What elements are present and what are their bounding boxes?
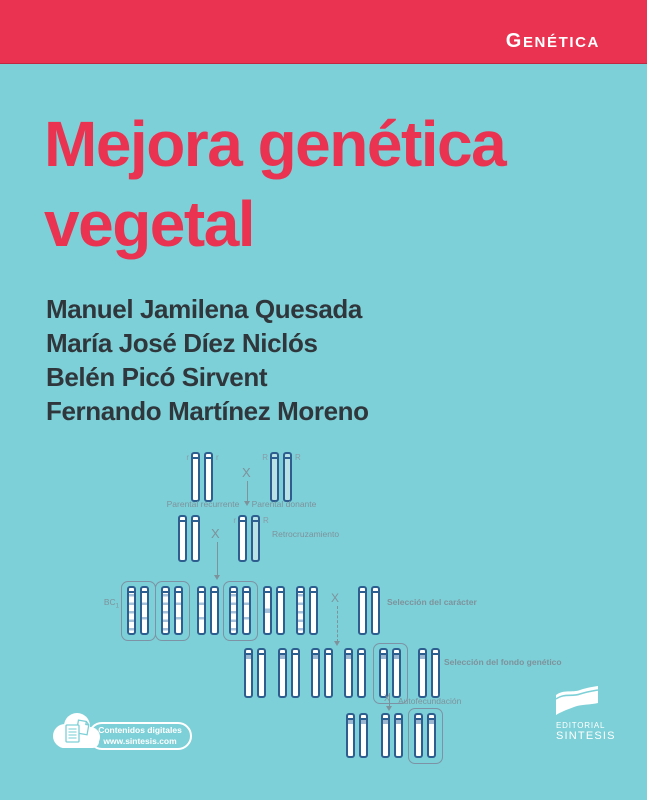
author-name: Fernando Martínez Moreno [46, 396, 369, 426]
chromosome [283, 452, 292, 502]
allele-label: R [263, 516, 269, 525]
chromosome-pair-box [121, 581, 156, 641]
arrow-head [386, 706, 392, 711]
author-name: Belén Picó Sirvent [46, 362, 268, 392]
cross-symbol: X [242, 465, 251, 480]
arrow-line [389, 693, 390, 707]
publisher-logo [556, 686, 616, 742]
chromosome [278, 648, 287, 698]
chromosome [394, 713, 403, 758]
chromosome [251, 515, 260, 562]
chromosome [344, 648, 353, 698]
book-title-line1: Mejora genética [44, 108, 506, 180]
chromosome [210, 586, 219, 635]
chromosome [381, 713, 390, 758]
chromosome [359, 713, 368, 758]
chromosome [140, 586, 149, 635]
allele-label: r [233, 516, 236, 525]
diagram-label: Parental recurrente [166, 499, 240, 509]
author-name: María José Díez Niclós [46, 328, 318, 358]
diagram-label: Selección del carácter [387, 597, 477, 607]
book-title-line2: vegetal [44, 188, 255, 260]
arrow-line [337, 606, 338, 642]
chromosome [309, 586, 318, 635]
digital-contents-badge [88, 722, 192, 750]
diagram-label: Parental donante [251, 499, 317, 509]
chromosome [244, 648, 253, 698]
arrow-head [214, 575, 220, 580]
diagram-label: Retrocruzamiento [272, 529, 340, 539]
chromosome [127, 586, 136, 635]
allele-label: R [262, 453, 268, 462]
chromosome [229, 586, 238, 635]
allele-label: r [216, 453, 219, 462]
chromosome [242, 586, 251, 635]
chromosome [392, 648, 401, 698]
allele-label: R [295, 453, 301, 462]
digital-contents-line2: www.sintesis.com [103, 736, 177, 746]
chromosome [238, 515, 247, 562]
arrow-line [217, 542, 218, 576]
chromosome [357, 648, 366, 698]
chromosome [311, 648, 320, 698]
chromosome [431, 648, 440, 698]
publisher-name-line1: EDITORIAL [556, 721, 606, 730]
allele-label: r [186, 453, 189, 462]
chromosome [204, 452, 213, 502]
cross-symbol: X [331, 591, 340, 605]
arrow-head [334, 641, 340, 646]
chromosome-pair-box [155, 581, 190, 641]
diagram-label: Selección del fondo genético [444, 657, 562, 667]
chromosome [418, 648, 427, 698]
arrow-line [247, 481, 248, 502]
chromosome [257, 648, 266, 698]
chromosome [263, 586, 272, 635]
diagram-label: $BC_1$ [103, 597, 119, 610]
chromosome [358, 586, 367, 635]
chromosome [174, 586, 183, 635]
chromosome [296, 586, 305, 635]
chromosome [371, 586, 380, 635]
cross-symbol: X [211, 526, 220, 541]
chromosome [191, 515, 200, 562]
chromosome [270, 452, 279, 502]
chromosome [414, 713, 423, 758]
chromosome-pair-box [408, 708, 443, 764]
cross-symbol: X [384, 693, 391, 703]
chromosome [276, 586, 285, 635]
chromosome [197, 586, 206, 635]
author-name: Manuel Jamilena Quesada [46, 294, 362, 324]
chromosome [346, 713, 355, 758]
collection-label: GENÉTICA [505, 30, 600, 52]
chromosome [427, 713, 436, 758]
publisher-name-line2: SINTESIS [556, 730, 616, 742]
arrow-head [244, 501, 250, 506]
chromosome [178, 515, 187, 562]
chromosome [291, 648, 300, 698]
chromosome-pair-box [223, 581, 258, 641]
chromosome [324, 648, 333, 698]
digital-contents-line1: Contenidos digitales [98, 725, 182, 735]
chromosome [191, 452, 200, 502]
chromosome [379, 648, 388, 698]
flag-icon [556, 686, 598, 718]
diagram-label: Autofecundación [398, 696, 462, 706]
chromosome [161, 586, 170, 635]
